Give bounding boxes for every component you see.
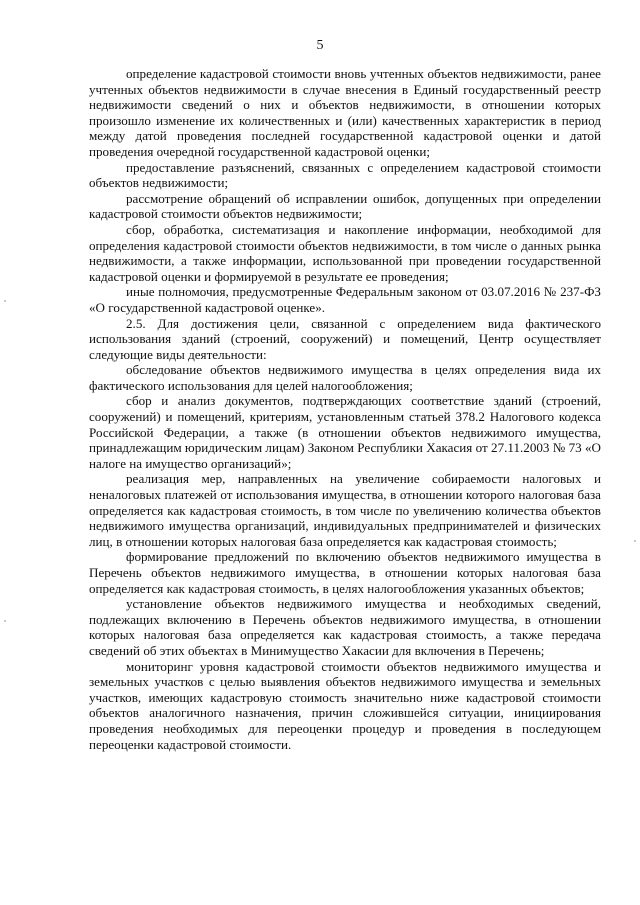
paragraph: предоставление разъяснений, связанных с определением кадастровой стоимости объектов недвижимости;	[89, 159, 601, 191]
scan-artifact	[4, 620, 6, 622]
paragraph: 2.5. Для достижения цели, связанной с определением вида фактического использования зданий (строений, сооружений) и помещений, Центр осуществляет следующие виды деятельности:	[89, 315, 601, 362]
paragraph: определение кадастровой стоимости вновь учтенных объектов недвижимости, ранее учтенных объектов недвижимости в случае внесения в Единый государственный реестр недвижимости сведений о них и объектов недвижимости, в отношении которых произошло изменение их количественных и (или) качественных характеристик в период между датой проведения последней государственной кадастровой оценки и датой проведения очередной государственной кадастровой оценки;	[89, 66, 601, 159]
paragraph: обследование объектов недвижимого имущества в целях определения вида их фактического использования для целей налогообложения;	[89, 362, 601, 393]
paragraph: сбор, обработка, систематизация и накопление информации, необходимой для определения кадастровой стоимости объектов недвижимости, в том числе о данных рынка недвижимости, а также информации, использованной при проведении государственной кадастровой оценки и формируемой в результате ее проведения;	[89, 221, 601, 284]
paragraph: иные полномочия, предусмотренные Федеральным законом от 03.07.2016 № 237-ФЗ «О государственной кадастровой оценке».	[89, 284, 601, 315]
document-body	[89, 66, 601, 752]
paragraph: мониторинг уровня кадастровой стоимости объектов недвижимого имущества и земельных участков с целью выявления объектов недвижимого имущества и земельных участков, имеющих кадастровую стоимость значительно ниже кадастровой стоимости объектов аналогичного назначения, причин сложившейся ситуации, инициирования проведения необходимых для переоценки процедур и проведения в последующем переоценки кадастровой стоимости.	[89, 658, 601, 752]
paragraph: сбор и анализ документов, подтверждающих соответствие зданий (строений, сооружений) и помещений, критериям, установленным статьей 378.2 Налогового кодекса Российской Федерации, а также (в отношении объектов недвижимого имущества, принадлежащим юридическим лицам) Законом Республики Хакасия от 27.11.2003 № 73 «О налоге на имущество организаций»;	[89, 393, 601, 471]
page-number: 5	[316, 38, 324, 53]
paragraph: рассмотрение обращений об исправлении ошибок, допущенных при определении кадастровой стоимости объектов недвижимости;	[89, 190, 601, 222]
paragraph: установление объектов недвижимого имущества и необходимых сведений, подлежащих включению в Перечень объектов недвижимого имущества, в отношении которых налоговая база определяется как кадастровая стоимость, а также передача сведений об этих объектах в Минимущество Хакасии для включения в Перечень;	[89, 596, 601, 658]
paragraph: формирование предложений по включению объектов недвижимого имущества в Перечень объектов недвижимого имущества, в отношении которых налоговая база определяется как кадастровая стоимость, в целях налогообложения указанных объектов;	[89, 549, 601, 596]
scan-artifact	[4, 300, 6, 302]
scan-artifact	[634, 540, 636, 542]
paragraph: реализация мер, направленных на увеличение собираемости налоговых и неналоговых платежей от использования имущества, в отношении которого налоговая база определяется как кадастровая стоимость, в том числе по увеличению количества объектов недвижимого имущества организаций, индивидуальных предпринимателей и физических лиц, в отношении которых налоговая база определяется как кадастровая стоимость;	[89, 471, 601, 549]
